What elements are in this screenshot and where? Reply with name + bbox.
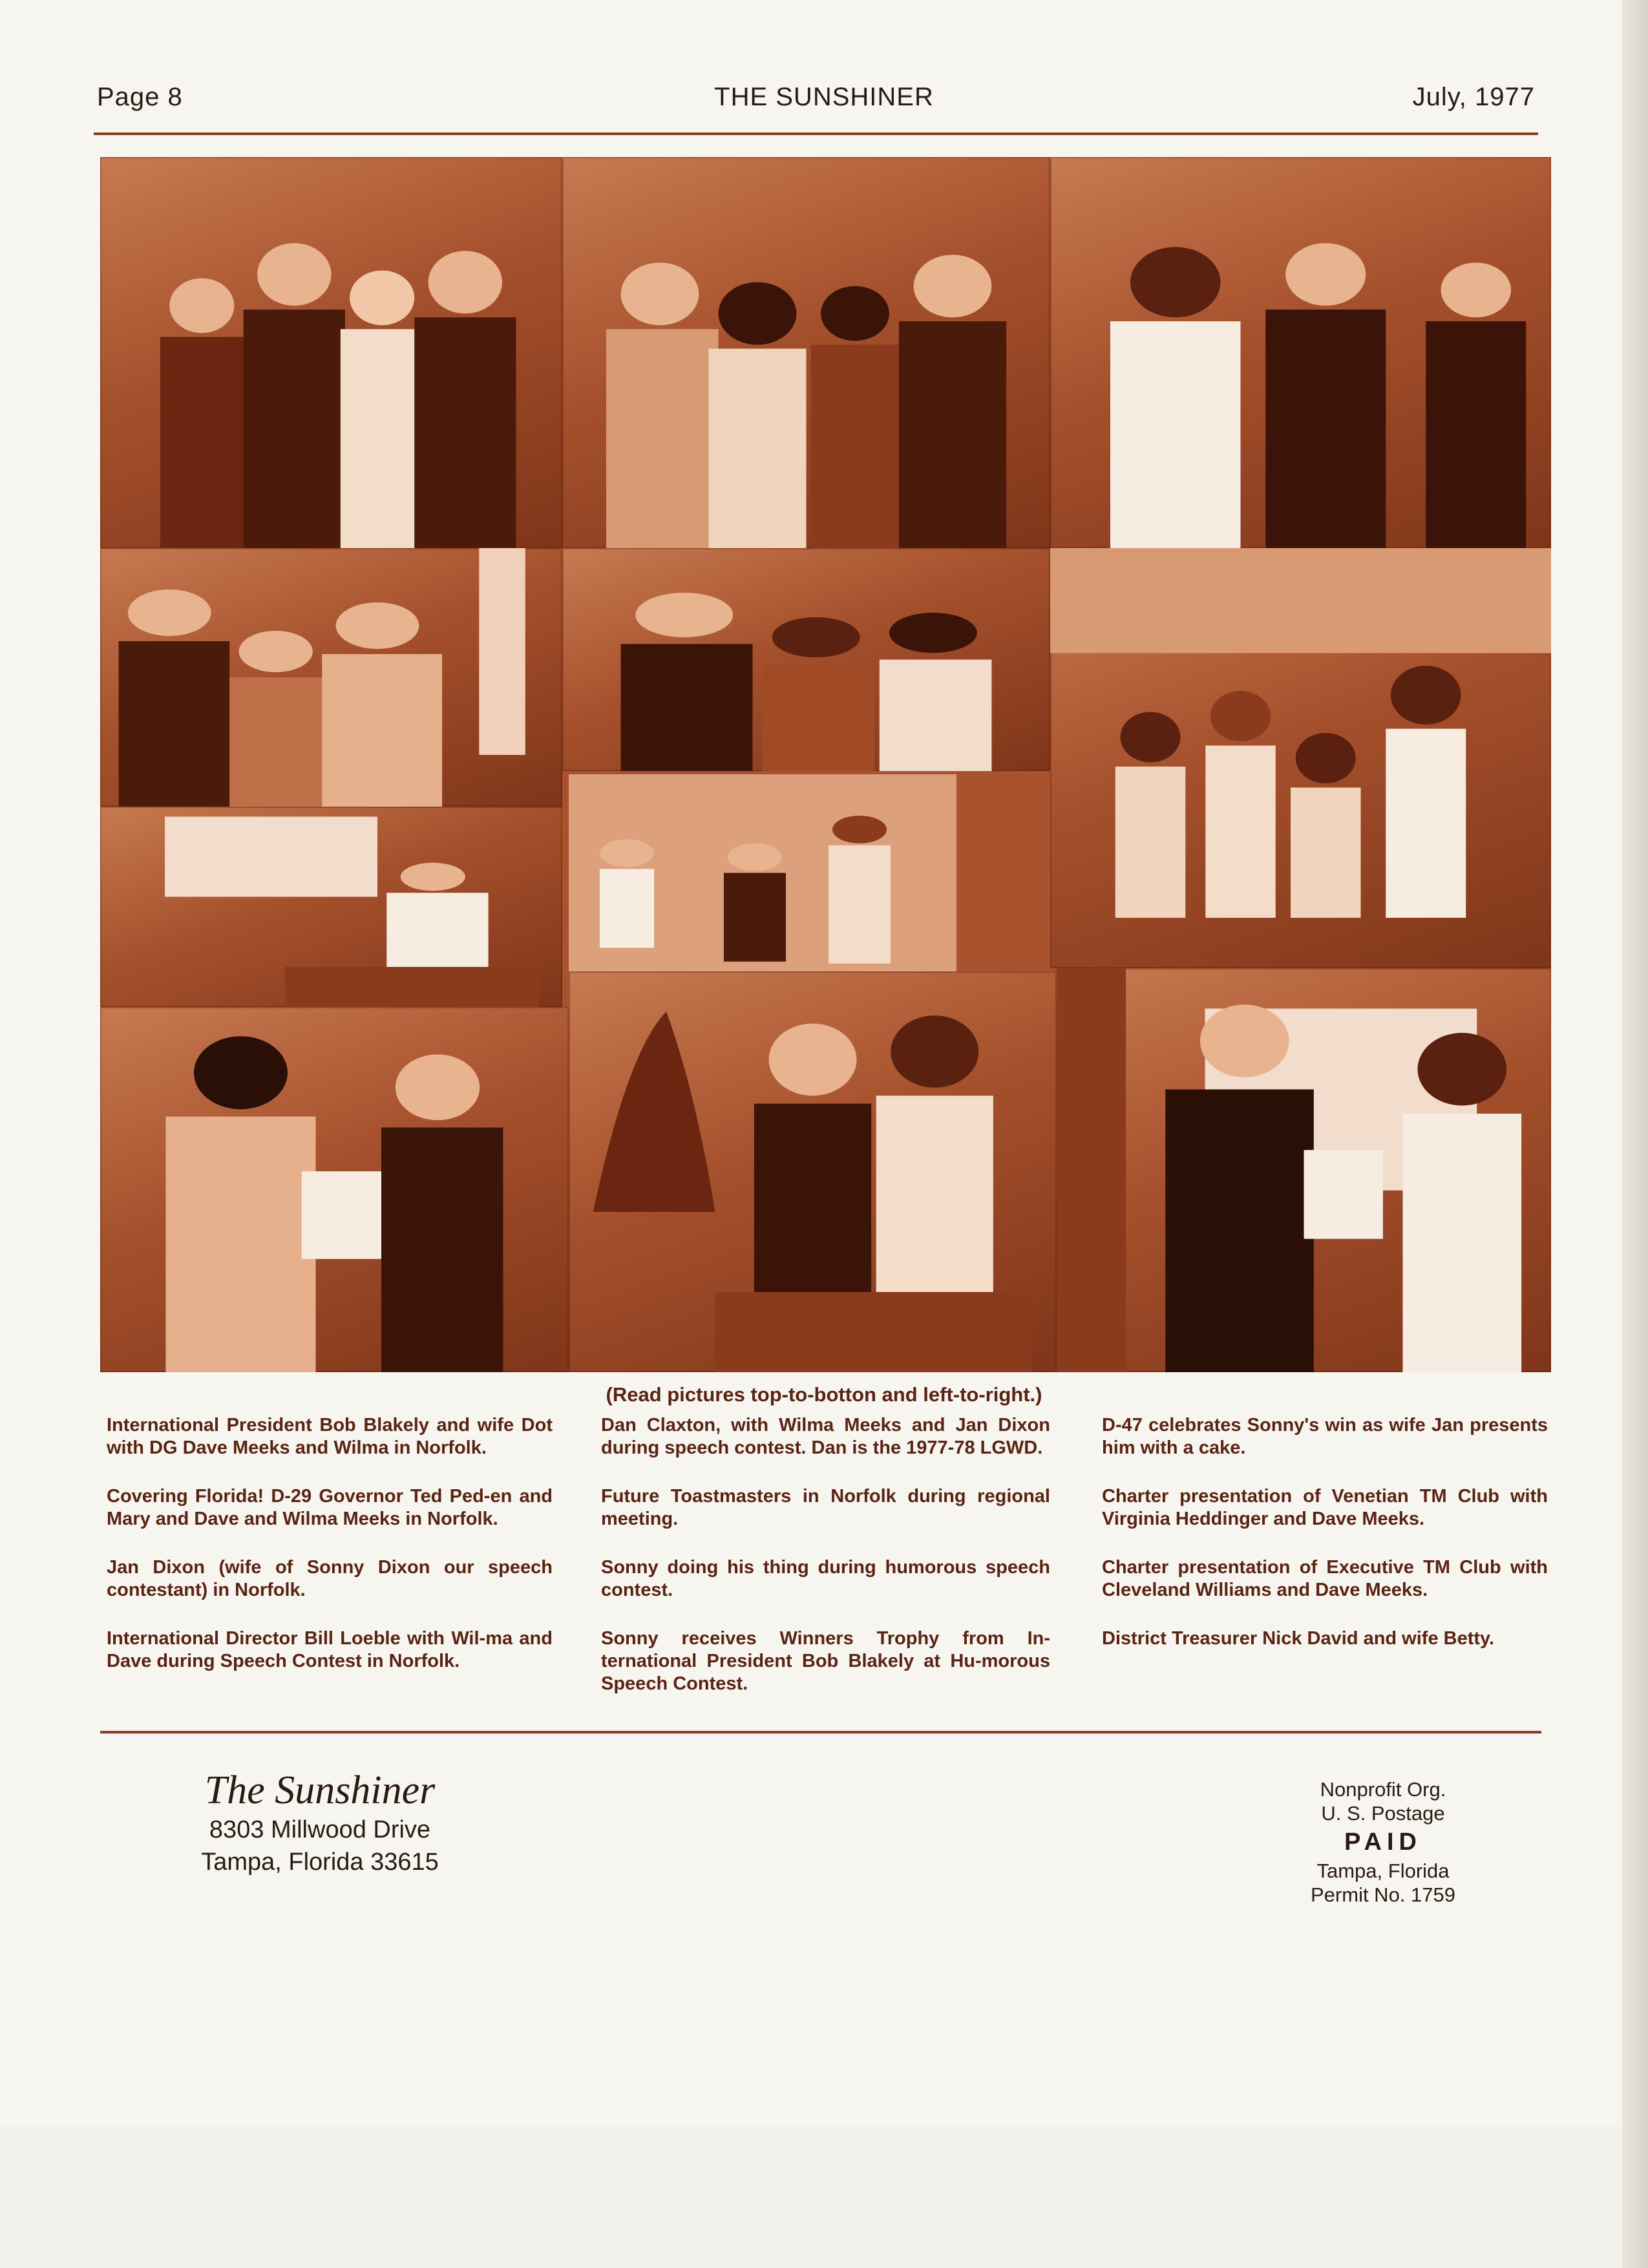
photo-caption: Covering Florida! D-29 Governor Ted Ped-en and Mary and Dave and Wilma Meeks in Norfolk. — [107, 1486, 553, 1529]
group-photo-icon — [1050, 157, 1551, 548]
header-rule — [94, 132, 1538, 135]
award-photo-icon — [1057, 968, 1551, 1372]
postage-line-3: Tampa, Florida — [1316, 1860, 1450, 1882]
issue-date: July, 1977 — [1412, 83, 1535, 111]
photo-caption: Sonny receives Winners Trophy from In-ternational President Bob Blakely at Hu-morous Speech Contest. — [601, 1628, 1050, 1694]
photo-2 — [562, 157, 1050, 548]
speaker-photo-icon — [100, 807, 562, 1007]
group-photo-icon — [562, 157, 1050, 548]
masthead-address-line-1: 8303 Millwood Drive — [209, 1816, 431, 1843]
photo-7 — [100, 807, 562, 1007]
photo-collage — [100, 157, 1551, 1372]
photo-caption: International Director Bill Loeble with Wil-ma and Dave during Speech Contest in Norfolk. — [107, 1628, 553, 1671]
read-note: (Read pictures top-to-botton and left-to-right.) — [606, 1383, 1042, 1406]
postage-paid: PAID — [1344, 1828, 1422, 1856]
group-photo-icon — [100, 548, 562, 807]
photo-8 — [569, 774, 956, 971]
photo-4 — [100, 548, 562, 807]
postage-line-4: Permit No. 1759 — [1311, 1883, 1455, 1906]
photo-9 — [100, 1007, 569, 1372]
masthead-title: The Sunshiner — [204, 1768, 436, 1812]
photo-10 — [569, 971, 1057, 1372]
photo-caption: Future Toastmasters in Norfolk during regional meeting. — [601, 1486, 1050, 1529]
speaker-photo-icon — [569, 774, 956, 971]
photo-caption: D-47 celebrates Sonny's win as wife Jan presents him with a cake. — [1102, 1415, 1548, 1458]
group-photo-icon — [1050, 548, 1551, 968]
postage-line-1: Nonprofit Org. — [1320, 1778, 1446, 1801]
award-photo-icon — [100, 1007, 569, 1372]
photo-6 — [1050, 548, 1551, 968]
masthead-address-line-2: Tampa, Florida 33615 — [201, 1849, 439, 1876]
photo-caption: Jan Dixon (wife of Sonny Dixon our speech contestant) in Norfolk. — [107, 1557, 553, 1600]
postage-line-2: U. S. Postage — [1321, 1802, 1445, 1825]
group-photo-icon — [100, 157, 562, 548]
masthead — [107, 1768, 533, 1878]
caption-column-1 — [107, 1414, 553, 1699]
page-number: Page 8 — [97, 83, 183, 111]
caption-column-3 — [1102, 1414, 1548, 1676]
postage-indicia — [1247, 1777, 1519, 1907]
photo-1 — [100, 157, 562, 548]
photo-caption: Charter presentation of Executive TM Club with Cleveland Williams and Dave Meeks. — [1102, 1557, 1548, 1600]
photo-5 — [562, 548, 1050, 771]
photo-3 — [1050, 157, 1551, 548]
seated-couple-photo-icon — [569, 971, 1057, 1372]
photo-caption: District Treasurer Nick David and wife Betty. — [1102, 1628, 1495, 1649]
footer-rule — [100, 1731, 1541, 1733]
caption-column-2 — [601, 1414, 1050, 1721]
photo-caption: International President Bob Blakely and wife Dot with DG Dave Meeks and Wilma in Norfolk. — [107, 1415, 553, 1458]
photo-11 — [1057, 968, 1551, 1372]
photo-caption: Charter presentation of Venetian TM Club with Virginia Heddinger and Dave Meeks. — [1102, 1486, 1548, 1529]
photo-caption: Sonny doing his thing during humorous speech contest. — [601, 1557, 1050, 1600]
group-photo-icon — [562, 548, 1050, 771]
publication-title: THE SUNSHINER — [714, 83, 934, 111]
photo-caption: Dan Claxton, with Wilma Meeks and Jan Dixon during speech contest. Dan is the 1977-78 LGWD. — [601, 1415, 1050, 1458]
